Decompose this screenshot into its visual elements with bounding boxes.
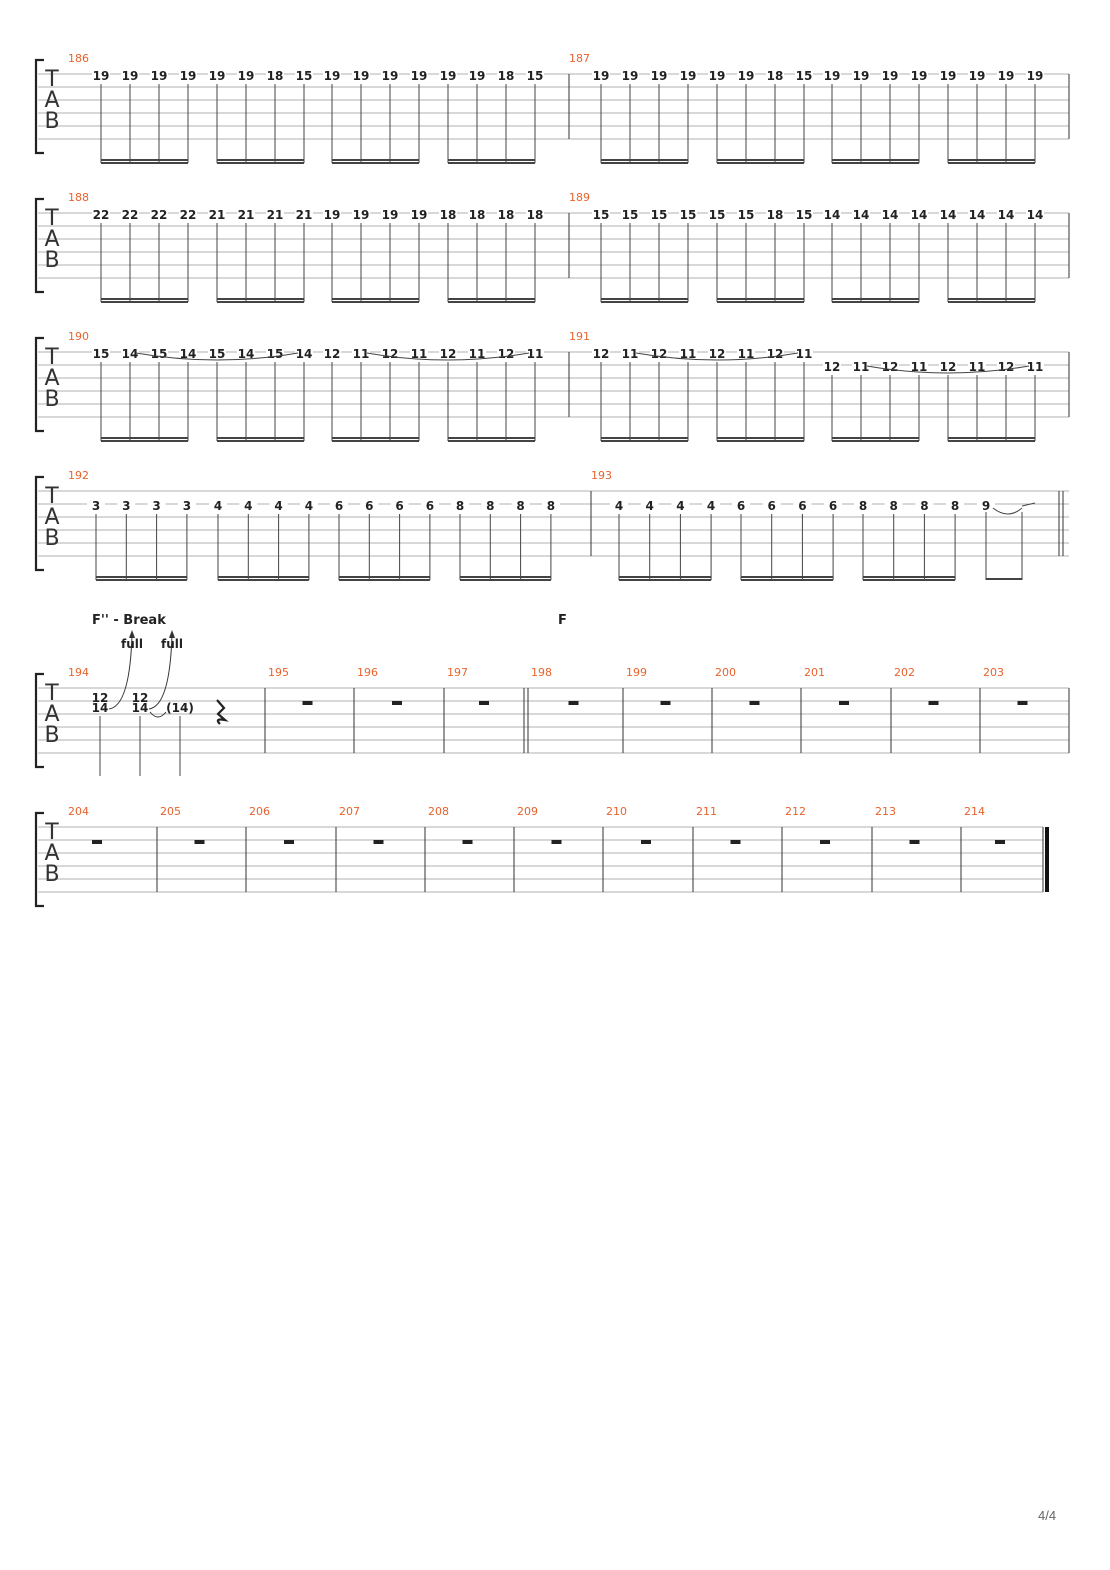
fret-number: 11 (737, 347, 755, 361)
fret-number: 19 (592, 69, 610, 83)
fret-number: 3 (182, 499, 192, 513)
fret-number: 12 (439, 347, 457, 361)
fret-number: 4 (645, 499, 654, 513)
fret-number: 9 (981, 499, 991, 513)
fret-number: 15 (208, 347, 226, 361)
fret-number: 19 (352, 208, 370, 222)
fret-number: 19 (621, 69, 639, 83)
fret-number: 15 (650, 208, 668, 222)
section-marker: F (558, 613, 567, 628)
fret-number: 11 (795, 347, 813, 361)
fret-number: 19 (968, 69, 986, 83)
fret-number: 15 (92, 347, 110, 361)
fret-number: 14 (939, 208, 957, 222)
tab-clef-letter: T (45, 484, 59, 509)
beam (832, 301, 919, 303)
beam (339, 579, 430, 581)
fret-number: 12 (91, 691, 109, 705)
beam (601, 298, 688, 300)
fret-number: 14 (881, 208, 899, 222)
beam (601, 162, 688, 164)
fret-number: 19 (410, 208, 428, 222)
beam (863, 579, 955, 581)
fret-number: 12 (939, 360, 957, 374)
tab-clef-letter: B (44, 248, 60, 273)
fret-number: 12 (766, 347, 784, 361)
fret-number: 19 (468, 69, 486, 83)
beam (448, 298, 535, 300)
fret-number: 18 (497, 69, 515, 83)
fret-number: 6 (736, 499, 746, 513)
fret-number: 22 (92, 208, 110, 222)
beam (217, 159, 304, 161)
fret-number: 6 (798, 499, 807, 513)
fret-number: 12 (381, 347, 399, 361)
tab-clef-letter: T (45, 681, 59, 706)
measure-number: 212 (785, 805, 806, 818)
fret-number: 14 (295, 347, 313, 361)
fret-number: 6 (828, 499, 838, 513)
measure-number: 209 (517, 805, 538, 818)
beam (948, 298, 1035, 300)
whole-rest (820, 840, 830, 844)
fret-number: 6 (395, 499, 404, 513)
beam (448, 437, 535, 439)
beam (948, 437, 1035, 439)
fret-number: 18 (439, 208, 457, 222)
fret-number: 19 (650, 69, 668, 83)
beam (101, 159, 188, 161)
fret-number: 15 (679, 208, 697, 222)
beam (832, 159, 919, 161)
beam (619, 576, 711, 578)
fret-number: 19 (1026, 69, 1044, 83)
beam (218, 576, 309, 578)
tab-clef-letter: A (44, 702, 60, 727)
fret-number: 14 (121, 347, 139, 361)
fret-number: 19 (852, 69, 870, 83)
fret-number: 11 (352, 347, 370, 361)
fret-number: 4 (274, 499, 283, 513)
fret-number: 6 (334, 499, 344, 513)
fret-number: 19 (208, 69, 226, 83)
fret-number: 19 (381, 69, 399, 83)
beam (948, 301, 1035, 303)
fret-number: 11 (852, 360, 870, 374)
measure-number: 207 (339, 805, 360, 818)
fret-number: 21 (208, 208, 226, 222)
measure-number: 188 (68, 191, 89, 204)
measure-number: 187 (569, 52, 590, 65)
beam (986, 578, 1022, 580)
fret-number: 3 (152, 499, 161, 513)
fret-number: 8 (920, 499, 929, 513)
whole-rest (731, 840, 741, 844)
fret-number: 19 (323, 69, 341, 83)
fret-number: 14 (237, 347, 255, 361)
bend-label: full (121, 637, 143, 651)
beam (717, 298, 804, 300)
beam (460, 579, 551, 581)
beam (217, 162, 304, 164)
whole-rest (284, 840, 294, 844)
tab-clef-letter: A (44, 841, 60, 866)
fret-number: 4 (676, 499, 685, 513)
measure-number: 206 (249, 805, 270, 818)
whole-rest (1018, 701, 1028, 705)
fret-number: 19 (737, 69, 755, 83)
fret-number: 3 (122, 499, 131, 513)
fret-number: 8 (546, 499, 556, 513)
fret-number: 11 (679, 347, 697, 361)
beam (717, 162, 804, 164)
fret-number: 15 (795, 208, 813, 222)
fret-number: 21 (266, 208, 284, 222)
beam (601, 440, 688, 442)
fret-number: 19 (237, 69, 255, 83)
beam (948, 159, 1035, 161)
tab-clef-letter: T (45, 67, 59, 92)
fret-number: 18 (526, 208, 544, 222)
tab-clef-letter: T (45, 206, 59, 231)
fret-number: 14 (823, 208, 841, 222)
fret-number: 8 (455, 499, 465, 513)
fret-number: 12 (323, 347, 341, 361)
measure-number: 203 (983, 666, 1004, 679)
measure-number: 196 (357, 666, 378, 679)
beam (863, 576, 955, 578)
fret-number: 12 (650, 347, 668, 361)
fret-number: 18 (266, 69, 284, 83)
fret-number: 19 (381, 208, 399, 222)
beam (741, 579, 833, 581)
fret-number: 19 (708, 69, 726, 83)
beam (717, 437, 804, 439)
fret-number: 11 (910, 360, 928, 374)
fret-number: 6 (425, 499, 435, 513)
fret-number: 21 (295, 208, 313, 222)
fret-number: 15 (795, 69, 813, 83)
whole-rest (92, 840, 102, 844)
beam (948, 162, 1035, 164)
fret-number: 19 (323, 208, 341, 222)
beam (717, 159, 804, 161)
tab-clef-letter: T (45, 820, 59, 845)
whole-rest (929, 701, 939, 705)
fret-number: 8 (889, 499, 898, 513)
fret-number: 14 (997, 208, 1015, 222)
section-marker: F'' - Break (92, 613, 166, 628)
tab-clef-letter: A (44, 227, 60, 252)
measure-number: 194 (68, 666, 89, 679)
whole-rest (479, 701, 489, 705)
tie (150, 712, 166, 717)
quarter-rest (217, 700, 225, 724)
beam (332, 159, 419, 161)
tab-clef-letter: B (44, 723, 60, 748)
tab-clef-letter: A (44, 366, 60, 391)
fret-number: 14 (91, 701, 109, 715)
measure-number: 213 (875, 805, 896, 818)
fret-number: 19 (679, 69, 697, 83)
fret-number: 19 (179, 69, 197, 83)
beam (448, 301, 535, 303)
fret-number: 19 (410, 69, 428, 83)
fret-number: 12 (131, 691, 149, 705)
fret-number: 12 (497, 347, 515, 361)
fret-number: 21 (237, 208, 255, 222)
beam (101, 301, 188, 303)
whole-rest (661, 701, 671, 705)
fret-number: 4 (706, 499, 716, 513)
measure-number: 193 (591, 469, 612, 482)
fret-number: 19 (121, 69, 139, 83)
beam (96, 576, 187, 578)
fret-number: 12 (708, 347, 726, 361)
fret-number: 19 (881, 69, 899, 83)
whole-rest (374, 840, 384, 844)
beam (218, 579, 309, 581)
measure-number: 189 (569, 191, 590, 204)
beam (217, 437, 304, 439)
fret-number: 14 (910, 208, 928, 222)
beam (332, 301, 419, 303)
measure-number: 214 (964, 805, 985, 818)
fret-number: 11 (526, 347, 544, 361)
fret-number: 18 (766, 69, 784, 83)
measure-number: 205 (160, 805, 181, 818)
beam (717, 301, 804, 303)
beam (101, 437, 188, 439)
measure-number: 200 (715, 666, 736, 679)
whole-rest (910, 840, 920, 844)
bend-label: full (161, 637, 183, 651)
beam (601, 159, 688, 161)
whole-rest (392, 701, 402, 705)
beam (101, 298, 188, 300)
beam (601, 437, 688, 439)
whole-rest (552, 840, 562, 844)
fret-number: 3 (91, 499, 101, 513)
beam (741, 576, 833, 578)
measure-number: 208 (428, 805, 449, 818)
fret-number: 14 (131, 701, 149, 715)
fret-number: 19 (352, 69, 370, 83)
beam (217, 298, 304, 300)
fret-number: 19 (823, 69, 841, 83)
measure-number: 195 (268, 666, 289, 679)
fret-number: 18 (497, 208, 515, 222)
fret-number: 4 (304, 499, 314, 513)
measure-number: 192 (68, 469, 89, 482)
beam (339, 576, 430, 578)
beam (460, 576, 551, 578)
fret-number: 15 (737, 208, 755, 222)
fret-number: 15 (295, 69, 313, 83)
fret-number: 12 (823, 360, 841, 374)
beam (332, 162, 419, 164)
slide-line (1022, 503, 1035, 506)
measure-number: 202 (894, 666, 915, 679)
fret-number: 22 (179, 208, 197, 222)
fret-number: 8 (486, 499, 495, 513)
whole-rest (839, 701, 849, 705)
beam (332, 298, 419, 300)
fret-number: 8 (516, 499, 525, 513)
beam (332, 437, 419, 439)
fret-number: 15 (621, 208, 639, 222)
measure-number: 197 (447, 666, 468, 679)
whole-rest (195, 840, 205, 844)
fret-number: 19 (92, 69, 110, 83)
measure-number: 201 (804, 666, 825, 679)
fret-number: 8 (950, 499, 960, 513)
fret-number: 22 (121, 208, 139, 222)
fret-number: 11 (621, 347, 639, 361)
fret-number: 15 (708, 208, 726, 222)
page-number: 4/4 (1038, 1508, 1057, 1523)
beam (217, 301, 304, 303)
whole-rest (569, 701, 579, 705)
whole-rest (995, 840, 1005, 844)
beam (948, 440, 1035, 442)
beam (601, 301, 688, 303)
tab-clef-letter: T (45, 345, 59, 370)
tied-fret: (14) (166, 701, 194, 715)
measure-number: 211 (696, 805, 717, 818)
whole-rest (303, 701, 313, 705)
fret-number: 4 (213, 499, 223, 513)
fret-number: 6 (365, 499, 374, 513)
whole-rest (641, 840, 651, 844)
fret-number: 8 (858, 499, 868, 513)
fret-number: 14 (968, 208, 986, 222)
fret-number: 12 (881, 360, 899, 374)
fret-number: 14 (1026, 208, 1044, 222)
fret-number: 4 (244, 499, 253, 513)
beam (217, 440, 304, 442)
measure-number: 199 (626, 666, 647, 679)
fret-number: 12 (592, 347, 610, 361)
beam (832, 298, 919, 300)
fret-number: 22 (150, 208, 168, 222)
beam (448, 159, 535, 161)
tab-clef-letter: B (44, 109, 60, 134)
fret-number: 19 (939, 69, 957, 83)
fret-number: 14 (852, 208, 870, 222)
fret-number: 11 (1026, 360, 1044, 374)
fret-number: 4 (614, 499, 624, 513)
whole-rest (463, 840, 473, 844)
whole-rest (750, 701, 760, 705)
fret-number: 19 (150, 69, 168, 83)
measure-number: 190 (68, 330, 89, 343)
measure-number: 186 (68, 52, 89, 65)
measure-number: 210 (606, 805, 627, 818)
fret-number: 15 (150, 347, 168, 361)
beam (101, 440, 188, 442)
fret-number: 11 (968, 360, 986, 374)
measure-number: 204 (68, 805, 89, 818)
beam (96, 579, 187, 581)
fret-number: 18 (766, 208, 784, 222)
fret-number: 6 (767, 499, 776, 513)
tab-clef-letter: B (44, 526, 60, 551)
fret-number: 18 (468, 208, 486, 222)
fret-number: 19 (910, 69, 928, 83)
fret-number: 19 (439, 69, 457, 83)
beam (101, 162, 188, 164)
measure-number: 191 (569, 330, 590, 343)
tab-clef-letter: B (44, 862, 60, 887)
beam (619, 579, 711, 581)
fret-number: 11 (468, 347, 486, 361)
beam (832, 437, 919, 439)
fret-number: 12 (997, 360, 1015, 374)
tab-clef-letter: A (44, 88, 60, 113)
tab-clef-letter: B (44, 387, 60, 412)
slur (993, 508, 1022, 514)
tab-clef-letter: A (44, 505, 60, 530)
fret-number: 11 (410, 347, 428, 361)
fret-number: 15 (266, 347, 284, 361)
measure-number: 198 (531, 666, 552, 679)
beam (332, 440, 419, 442)
fret-number: 19 (997, 69, 1015, 83)
beam (832, 440, 919, 442)
beam (448, 162, 535, 164)
fret-number: 15 (592, 208, 610, 222)
beam (448, 440, 535, 442)
fret-number: 15 (526, 69, 544, 83)
beam (832, 162, 919, 164)
beam (717, 440, 804, 442)
fret-number: 14 (179, 347, 197, 361)
